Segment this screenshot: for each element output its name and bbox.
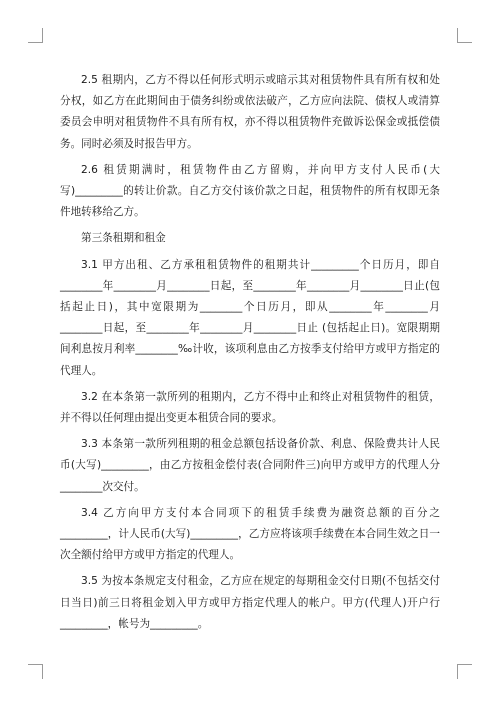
page-corner-mark-bottom-left [28, 664, 43, 679]
document-body [60, 70, 440, 640]
clause-2-6: 2.6 租赁期满时，租赁物件由乙方留购，并向甲方支付人民币(大写)_________的转让价款。自乙方交付该价款之日起，租赁物件的所有权即无条件地转移给乙方。 [60, 163, 440, 219]
clause-2-5: 2.5 租期内，乙方不得以任何形式明示或暗示其对租赁物件具有所有权和处分权，如乙方在此期间由于债务纠纷或依法破产，乙方应向法院、债权人或清算委员会申明对租赁物件不具有所有权，亦不得以租赁物件充做诉讼保金或抵偿债务。同时必须及时报告甲方。 [60, 74, 440, 150]
clause-3-1: 3.1 甲方出租、乙方承租租赁物件的租期共计_________个日历月，即自________年________月________日起，至________年________月________日止(包括起止日)，其中宽限期为________个日历月，即从________年________月________日起，至________年________月________日止 (包括起止日)。宽限期期间利息按月利率________‰计收，该项利息由乙方按季支付给甲方或甲方指定的代理人。 [60, 258, 440, 377]
clause-3-2: 3.2 在本条第一款所列的租期内，乙方不得中止和终止对租赁物件的租赁，并不得以任何理由提出变更本租赁合同的要求。 [60, 390, 440, 425]
clause-3-4: 3.4 乙方向甲方支付本合同项下的租赁手续费为融资总额的百分之_________，计人民币(大写)_________，乙方应将该项手续费在本合同生效之日一次全额付给甲方或甲方指定的代理人。 [60, 506, 440, 562]
page-corner-mark-top-right [457, 28, 472, 43]
page-corner-mark-bottom-right [457, 664, 472, 679]
clause-3-5: 3.5 为按本条规定支付租金，乙方应在规定的每期租金交付日期(不包括交付日当日)前三日将租金划入甲方或甲方指定代理人的帐户。甲方(代理人)开户行_________，帐号为_________。 [60, 575, 440, 630]
clause-3-3: 3.3 本条第一款所列租期的租金总额包括设备价款、利息、保险费共计人民币(大写)_________，由乙方按租金偿付表(合同附件三)向甲方或甲方的代理人分________次交付。 [60, 438, 440, 493]
section-heading-article-3: 第三条租期和租金 [81, 232, 166, 245]
page-corner-mark-top-left [28, 28, 43, 43]
